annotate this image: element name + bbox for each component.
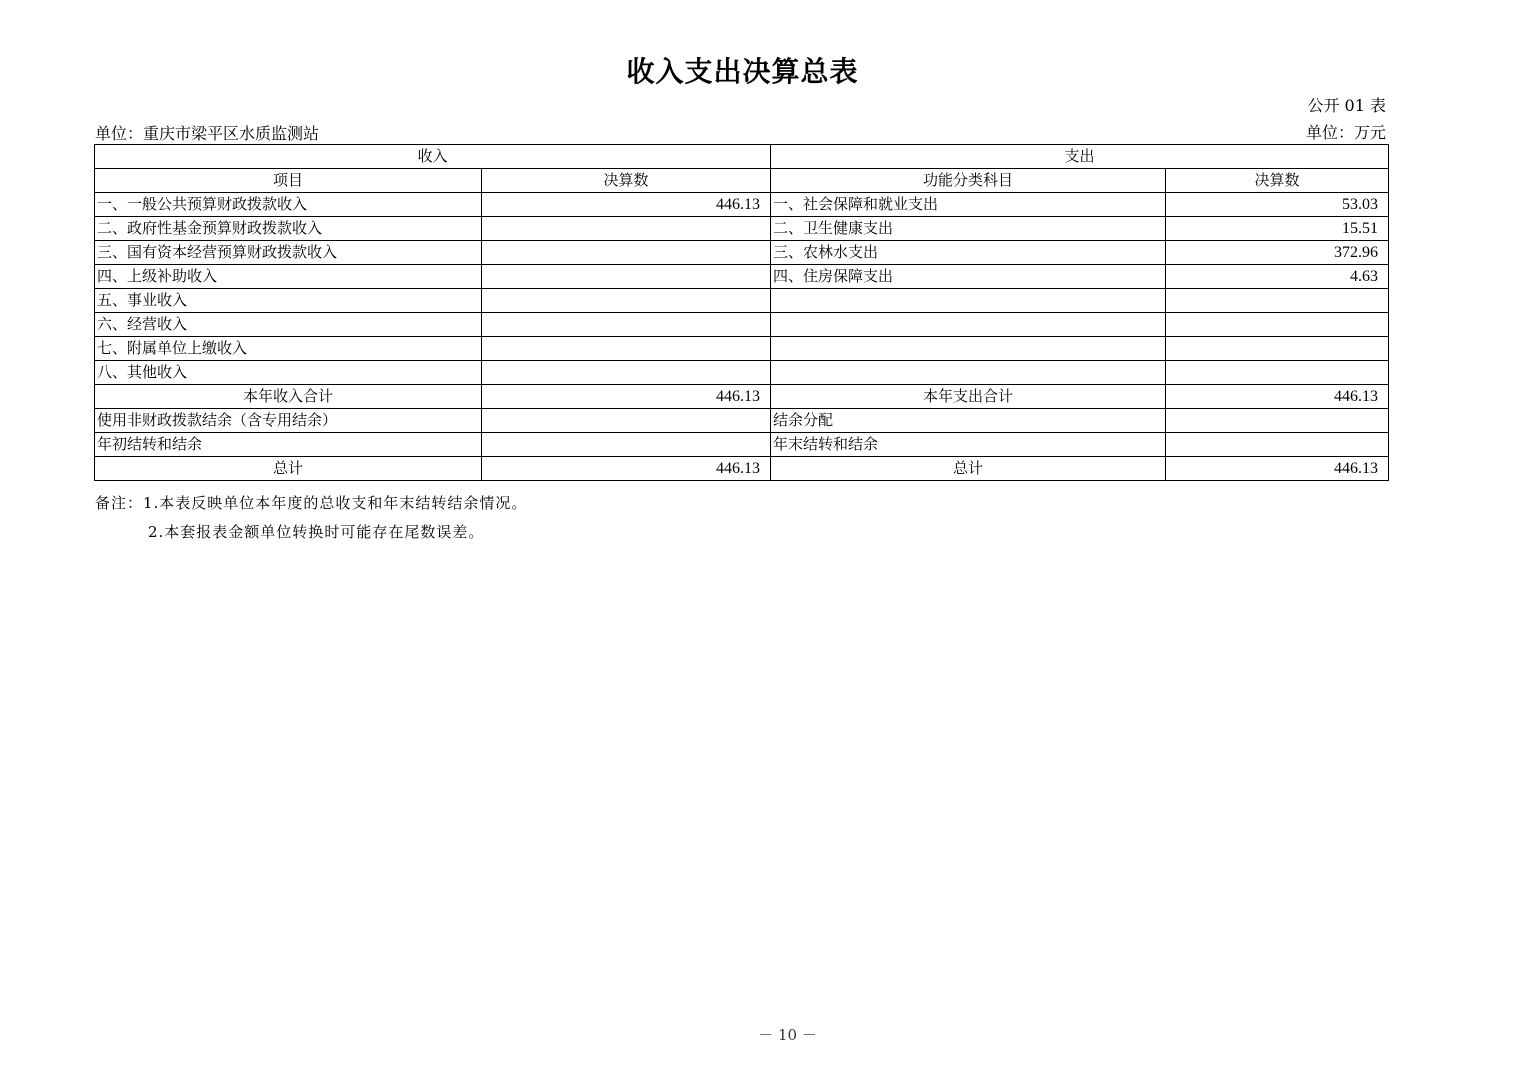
- income-amount: [482, 409, 771, 433]
- expense-label: [771, 289, 1166, 313]
- income-label: 一、一般公共预算财政拨款收入: [95, 193, 482, 217]
- expense-amount: [1166, 337, 1389, 361]
- income-amount: [482, 289, 771, 313]
- expense-label: 二、卫生健康支出: [771, 217, 1166, 241]
- table-column-header-row: [95, 169, 1389, 193]
- table-row: [95, 265, 1389, 289]
- income-amount: [482, 361, 771, 385]
- col-header-function: 功能分类科目: [771, 169, 1166, 193]
- expense-label: 三、农林水支出: [771, 241, 1166, 265]
- income-total-label: 总计: [95, 457, 482, 481]
- expense-amount: 15.51: [1166, 217, 1389, 241]
- income-amount: [482, 433, 771, 457]
- income-label: 六、经营收入: [95, 313, 482, 337]
- table-row: [95, 241, 1389, 265]
- budget-summary-table: [94, 144, 1389, 481]
- form-number: 公开 01 表: [1307, 96, 1386, 115]
- col-header-amount: 决算数: [482, 169, 771, 193]
- income-amount: [482, 337, 771, 361]
- income-label: 八、其他收入: [95, 361, 482, 385]
- subtotal-row: [95, 385, 1389, 409]
- income-label: 年初结转和结余: [95, 433, 482, 457]
- table-group-header-row: [95, 145, 1389, 169]
- income-subtotal-label: 本年收入合计: [95, 385, 482, 409]
- page-title: 收入支出决算总表: [626, 55, 859, 88]
- income-label: 七、附属单位上缴收入: [95, 337, 482, 361]
- expense-amount: 53.03: [1166, 193, 1389, 217]
- income-label: 使用非财政拨款结余（含专用结余）: [95, 409, 482, 433]
- note-line-1: 备注：1.本表反映单位本年度的总收支和年末结转结余情况。: [95, 494, 528, 512]
- income-amount: [482, 217, 771, 241]
- expense-label: 一、社会保障和就业支出: [771, 193, 1166, 217]
- note-line-2: 2.本套报表金额单位转换时可能存在尾数误差。: [148, 523, 485, 541]
- expense-label: [771, 337, 1166, 361]
- currency-unit: 单位：万元: [1305, 123, 1386, 142]
- table-row: [95, 313, 1389, 337]
- table-row: [95, 217, 1389, 241]
- expense-label: 结余分配: [771, 409, 1166, 433]
- income-label: 四、上级补助收入: [95, 265, 482, 289]
- expense-label: 四、住房保障支出: [771, 265, 1166, 289]
- col-header-amount2: 决算数: [1166, 169, 1389, 193]
- table-row: [95, 337, 1389, 361]
- table-row: [95, 433, 1389, 457]
- income-amount: [482, 265, 771, 289]
- income-label: 二、政府性基金预算财政拨款收入: [95, 217, 482, 241]
- table-row: [95, 361, 1389, 385]
- table-row: [95, 193, 1389, 217]
- income-label: 三、国有资本经营预算财政拨款收入: [95, 241, 482, 265]
- income-total-amount: 446.13: [482, 457, 771, 481]
- reporting-unit: 单位：重庆市梁平区水质监测站: [95, 124, 320, 143]
- page-number: － 10 －: [758, 1026, 817, 1044]
- income-amount: [482, 313, 771, 337]
- expense-amount: 4.63: [1166, 265, 1389, 289]
- expense-subtotal-label: 本年支出合计: [771, 385, 1166, 409]
- expense-amount: [1166, 433, 1389, 457]
- income-label: 五、事业收入: [95, 289, 482, 313]
- expense-label: [771, 313, 1166, 337]
- expense-header: 支出: [771, 145, 1389, 169]
- expense-amount: [1166, 313, 1389, 337]
- table-row: [95, 409, 1389, 433]
- expense-total-amount: 446.13: [1166, 457, 1389, 481]
- table-row: [95, 289, 1389, 313]
- expense-label: [771, 361, 1166, 385]
- expense-label: 年末结转和结余: [771, 433, 1166, 457]
- income-subtotal-amount: 446.13: [482, 385, 771, 409]
- income-amount: [482, 241, 771, 265]
- income-amount: 446.13: [482, 193, 771, 217]
- col-header-item: 项目: [95, 169, 482, 193]
- expense-amount: [1166, 361, 1389, 385]
- notes: [95, 489, 527, 547]
- total-row: [95, 457, 1389, 481]
- expense-amount: [1166, 289, 1389, 313]
- expense-total-label: 总计: [771, 457, 1166, 481]
- expense-subtotal-amount: 446.13: [1166, 385, 1389, 409]
- expense-amount: [1166, 409, 1389, 433]
- expense-amount: 372.96: [1166, 241, 1389, 265]
- income-header: 收入: [95, 145, 771, 169]
